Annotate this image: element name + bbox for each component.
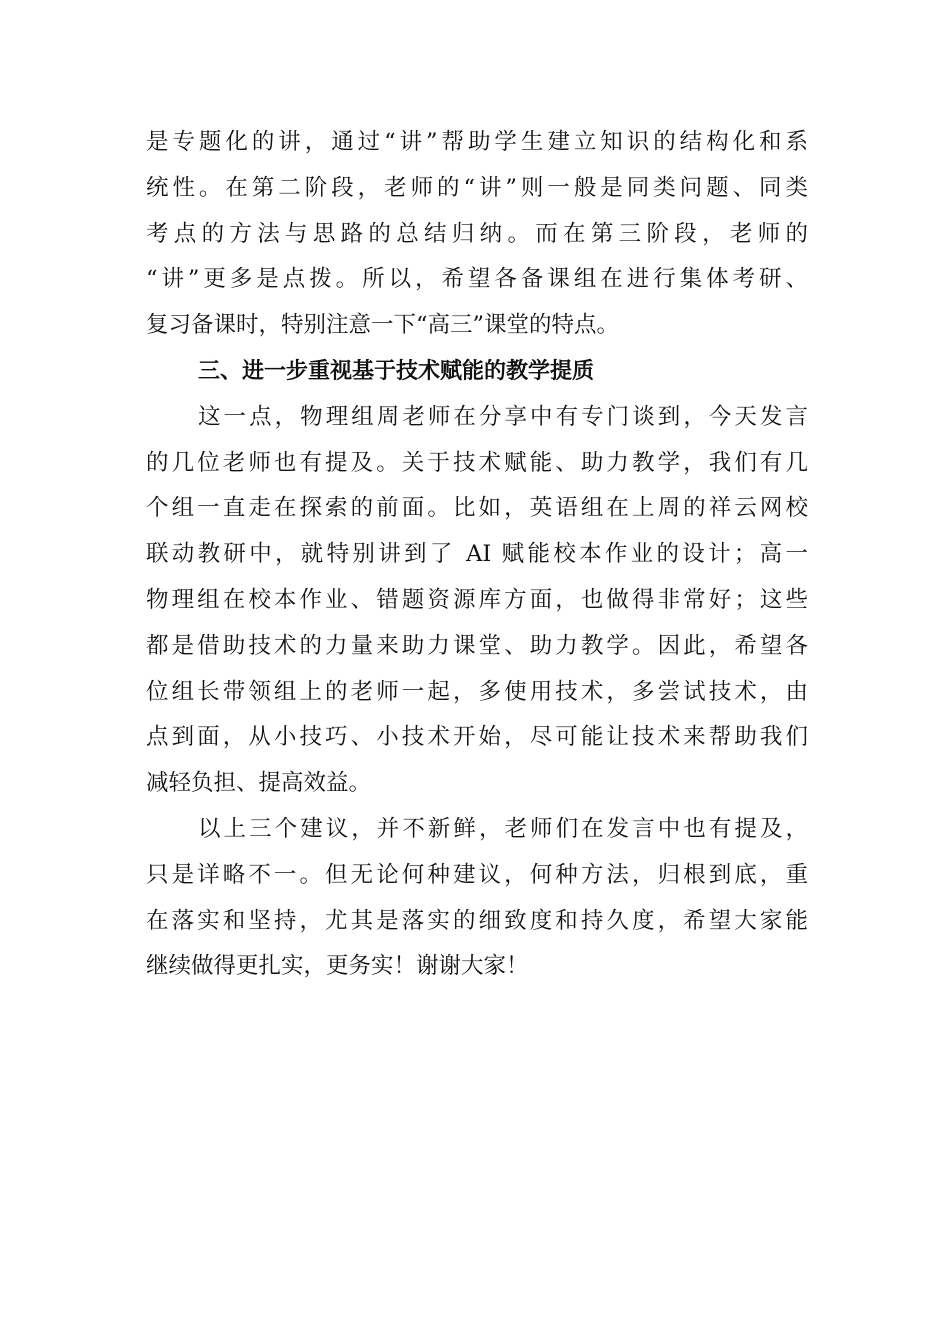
- paragraph-line: 这一点，物理组周老师在分享中有专门谈到，今天发言: [198, 403, 808, 430]
- paragraph-line: 继续做得更扎实，更务实！谢谢大家！: [146, 953, 529, 980]
- paragraph-line: 考点的方法与思路的总结归纳。而在第三阶段，老师的: [146, 220, 808, 247]
- paragraph-line: 位组长带领组上的老师一起，多使用技术，多尝试技术，由: [146, 678, 808, 705]
- section-heading: 三、进一步重视基于技术赋能的教学提质: [198, 358, 595, 384]
- paragraph-line: 减轻负担、提高效益。: [146, 770, 372, 797]
- document-body: [146, 120, 808, 990]
- paragraph-line: 在落实和坚持，尤其是落实的细致度和持久度，希望大家能: [146, 907, 808, 934]
- paragraph-line: 以上三个建议，并不新鲜，老师们在发言中也有提及，: [198, 815, 808, 842]
- paragraph-line: 复习备课时，特别注意一下“高三”课堂的特点。: [146, 312, 620, 339]
- paragraph-line: 是专题化的讲，通过“讲”帮助学生建立知识的结构化和系: [146, 129, 808, 155]
- paragraph-line: “讲”更多是点拨。所以，希望各备课组在进行集体考研、: [146, 266, 808, 293]
- paragraph-line: 物理组在校本作业、错题资源库方面，也做得非常好；这些: [146, 586, 808, 613]
- paragraph-line: 点到面，从小技巧、小技术开始，尽可能让技术来帮助我们: [146, 724, 808, 751]
- paragraph-line: 联动教研中，就特别讲到了 AI 赋能校本作业的设计；高一: [146, 541, 808, 568]
- paragraph-line: 个组一直走在探索的前面。比如，英语组在上周的祥云网校: [146, 495, 808, 522]
- paragraph-line: 统性。在第二阶段，老师的“讲”则一般是同类问题、同类: [146, 174, 808, 201]
- paragraph-line: 都是借助技术的力量来助力课堂、助力教学。因此，希望各: [146, 632, 808, 659]
- paragraph-line: 只是详略不一。但无论何种建议，何种方法，归根到底，重: [146, 861, 808, 888]
- paragraph-line: 的几位老师也有提及。关于技术赋能、助力教学，我们有几: [146, 449, 808, 476]
